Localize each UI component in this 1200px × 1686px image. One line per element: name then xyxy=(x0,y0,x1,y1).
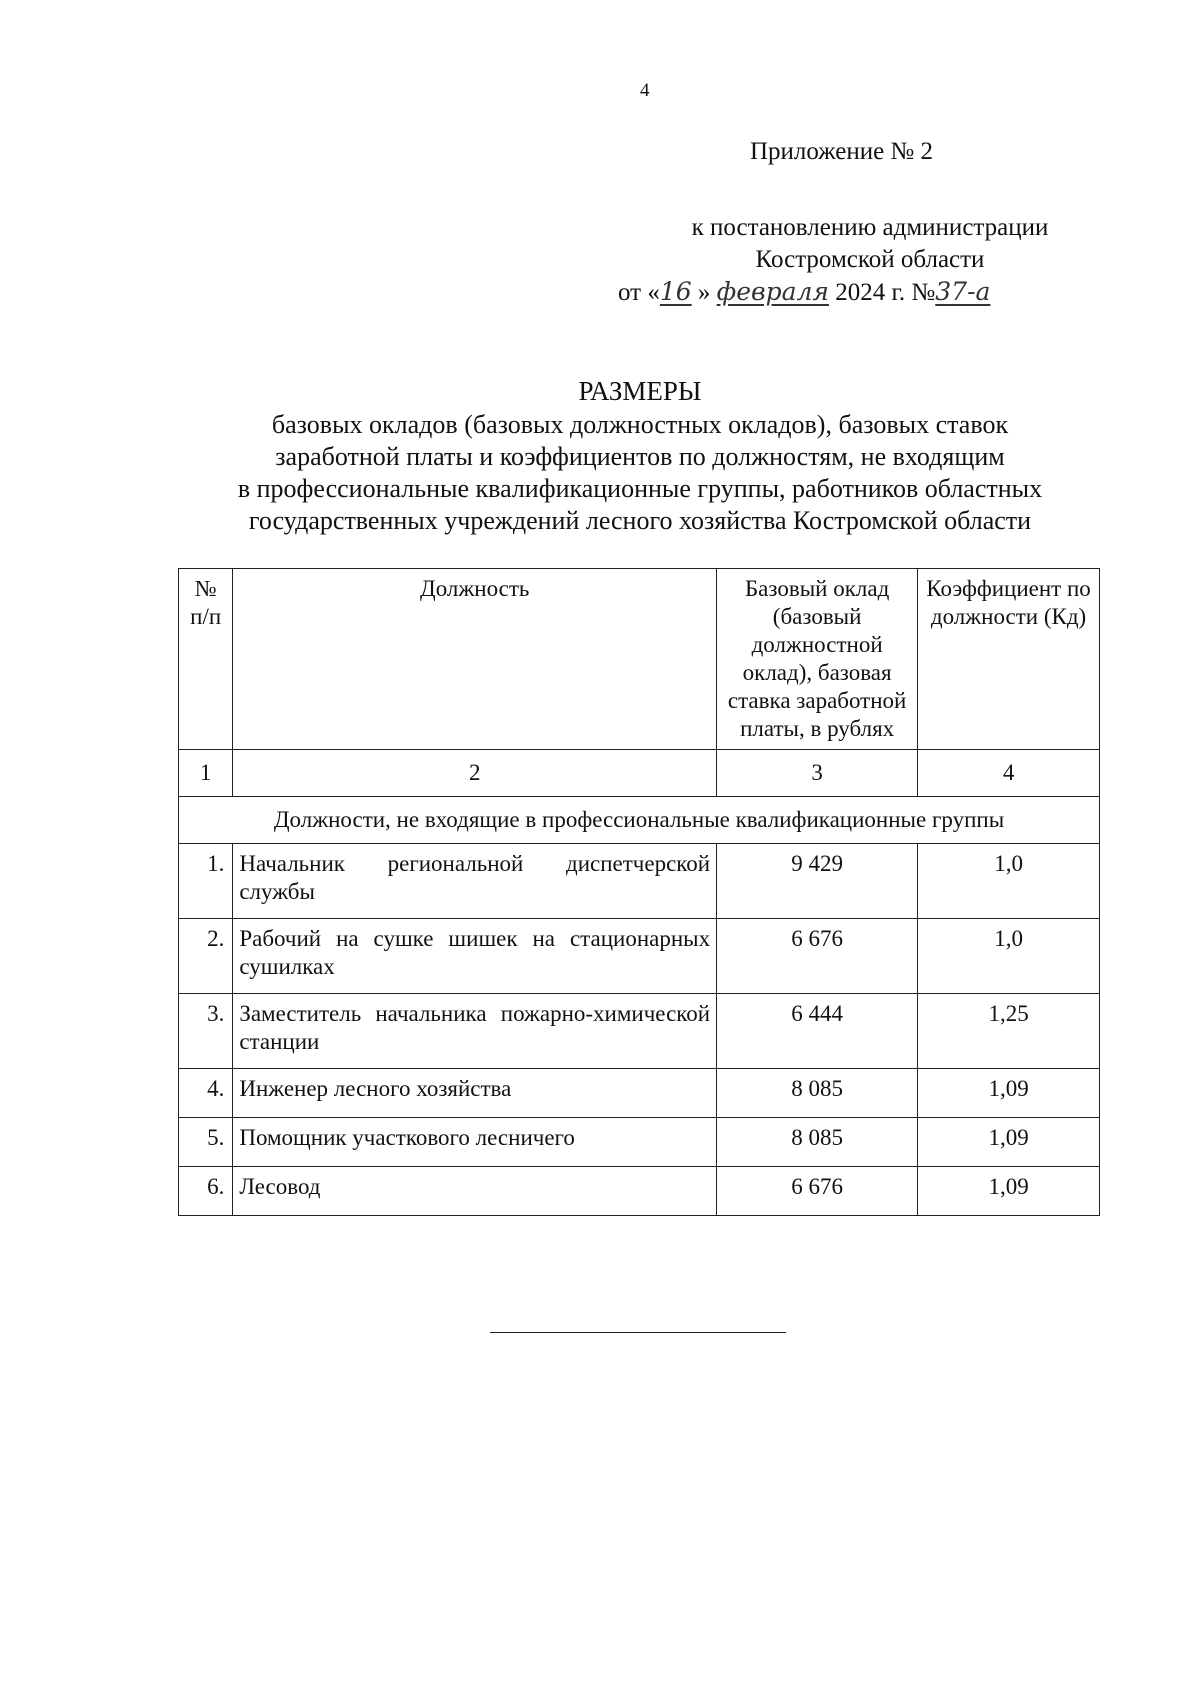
table-row xyxy=(179,919,1100,994)
header-coefficient: Коэффициент по должности (Кд) xyxy=(918,569,1100,750)
row-coefficient: 1,09 xyxy=(918,1069,1100,1118)
handwritten-day: 16 xyxy=(659,277,692,306)
row-position: Заместитель начальника пожарно-химической станции xyxy=(233,994,717,1069)
table-row xyxy=(179,1167,1100,1216)
heading-line: в профессиональные квалификационные группы, работников областных xyxy=(237,474,1043,503)
row-num: 4. xyxy=(179,1069,233,1118)
heading-line: базовых окладов (базовых должностных окладов), базовых ставок xyxy=(271,410,1009,439)
header-num: № п/п xyxy=(179,569,233,750)
group-row xyxy=(179,797,1100,844)
salary-table xyxy=(178,568,1100,1216)
document-heading xyxy=(140,375,1140,537)
handwritten-number: 37-а xyxy=(935,277,991,306)
table-row xyxy=(179,994,1100,1069)
header-salary: Базовый оклад (базовый должностной оклад), базовая ставка заработной платы, в рублях xyxy=(717,569,918,750)
row-position: Помощник участкового лесничего xyxy=(233,1118,717,1167)
handwritten-month: февраля xyxy=(716,277,829,306)
quote-close: » xyxy=(697,279,711,306)
row-num: 2. xyxy=(179,919,233,994)
row-num: 3. xyxy=(179,994,233,1069)
end-divider xyxy=(490,1332,786,1333)
row-coefficient: 1,09 xyxy=(918,1167,1100,1216)
decree-reference xyxy=(600,212,1140,309)
row-coefficient: 1,25 xyxy=(918,994,1100,1069)
row-salary: 6 444 xyxy=(717,994,918,1069)
table-header-row xyxy=(179,569,1100,750)
row-position: Лесовод xyxy=(233,1167,717,1216)
appendix-title: Приложение № 2 xyxy=(750,138,934,165)
column-index-row xyxy=(179,750,1100,797)
column-index: 4 xyxy=(918,750,1100,797)
column-index: 1 xyxy=(179,750,233,797)
row-salary: 8 085 xyxy=(717,1118,918,1167)
decree-date-line xyxy=(600,276,1140,309)
heading-line: заработной платы и коэффициентов по должностям, не входящим xyxy=(275,442,1005,471)
decree-line-2: Костромской области xyxy=(755,246,985,273)
row-position: Инженер лесного хозяйства xyxy=(233,1069,717,1118)
heading-line: государственных учреждений лесного хозяйства Костромской области xyxy=(248,506,1032,535)
row-num: 5. xyxy=(179,1118,233,1167)
column-index: 2 xyxy=(233,750,717,797)
table-row xyxy=(179,1118,1100,1167)
decree-year: 2024 г. № xyxy=(835,279,936,306)
row-num: 6. xyxy=(179,1167,233,1216)
column-index: 3 xyxy=(717,750,918,797)
decree-line-1: к постановлению администрации xyxy=(691,214,1049,241)
row-salary: 8 085 xyxy=(717,1069,918,1118)
row-coefficient: 1,09 xyxy=(918,1118,1100,1167)
row-salary: 9 429 xyxy=(717,844,918,919)
group-title: Должности, не входящие в профессиональные квалификационные группы xyxy=(179,797,1100,844)
row-coefficient: 1,0 xyxy=(918,919,1100,994)
heading-main: РАЗМЕРЫ xyxy=(578,376,702,406)
page-number: 4 xyxy=(640,80,650,101)
row-salary: 6 676 xyxy=(717,1167,918,1216)
row-coefficient: 1,0 xyxy=(918,844,1100,919)
table-row xyxy=(179,1069,1100,1118)
row-salary: 6 676 xyxy=(717,919,918,994)
row-position: Рабочий на сушке шишек на стационарных сушилках xyxy=(233,919,717,994)
table-row xyxy=(179,844,1100,919)
row-num: 1. xyxy=(179,844,233,919)
row-position: Начальник региональной диспетчерской службы xyxy=(233,844,717,919)
date-prefix: от « xyxy=(618,279,660,306)
header-position: Должность xyxy=(233,569,717,750)
